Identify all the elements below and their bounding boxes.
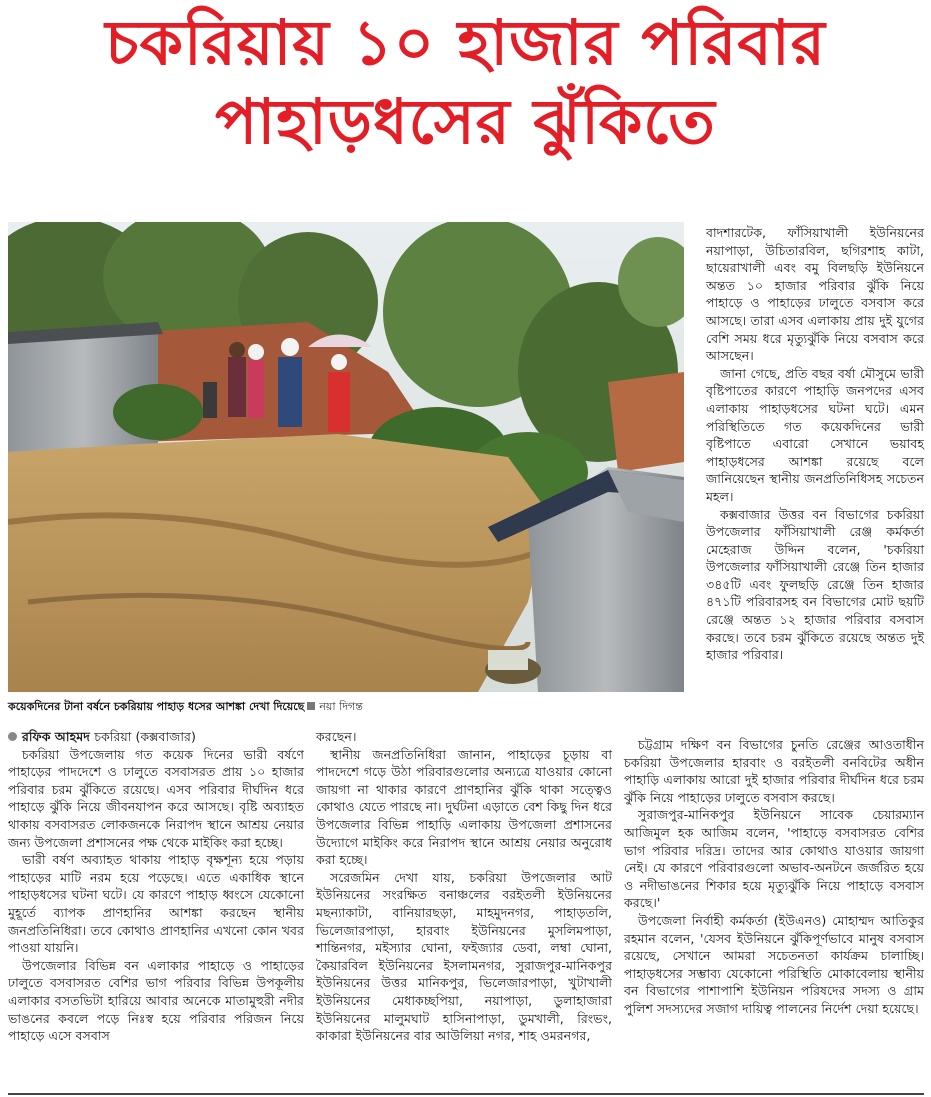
paragraph: জানা গেছে, প্রতি বছর বর্ষা মৌসুমে ভারী বৃষ্টিপাতের কারণে পাহাড়ি জনপদের এসব এলাকায় পাহাড়ধসের ঘটনা ঘটে। এমন পরিস্থিতিতে গত কয়েকদিনের ভারী বৃষ্টিপাতে এবারো সেখানে ভয়াবহ পাহাড়ধসের আশঙ্কা রয়েছে বলে জানিয়েছেন স্থানীয় জনপ্রতিনিধিসহ সচেতন মহল। (706, 365, 924, 504)
headline-line-1: চকরিয়ায় ১০ হাজার পরিবার (105, 6, 826, 79)
paragraph: কক্সবাজার উত্তর বন বিভাগের চকরিয়া উপজেলার ফাঁসিয়াখালী রেঞ্জ কর্মকর্তা মেহেরাজ উদ্দিন বলেন, 'চকরিয়া উপজেলার ফাঁসিয়াখালী রেঞ্জে তিন হাজার ৩৪৫টি এবং ফুলছড়ি রেঞ্জে তিন হাজার ৪৭১টি পরিবারসহ বন বিভাগের মোট ছয়টি রেঞ্জে অন্তত ১২ হাজার পরিবার বসবাস করছে। তবে চরম ঝুঁকিতে রয়েছে অন্তত দুই হাজার পরিবার। (706, 506, 924, 663)
paragraph: উপজেলা নির্বাহী কর্মকর্তা (ইউএনও) মোহাম্মদ আতিকুর রহমান বলেন, 'যেসব ইউনিয়নে ঝুঁকিপূর্ণভাবে মানুষ বসবাস রয়েছে, সেখানে আমরা সচেতনতা কার্যক্রম চালাচ্ছি। পাহাড়ধসের সম্ভাব্য যেকোনো পরিস্থিতি মোকাবেলায় স্থানীয় বন বিভাগের পাশাপাশি ইউনিয়ন পরিষদের সদস্য ও গ্রাম পুলিশ সদস্যদের সজাগ দায়িত্ব পালনের নির্দেশ দেয়া হয়েছে। (624, 912, 924, 1016)
column-2 (316, 728, 612, 1045)
right-column (706, 224, 924, 664)
byline-location: চকরিয়া (কক্সবাজার) (94, 729, 196, 744)
bottom-rule (8, 1093, 924, 1095)
paragraph: বাদশারটেক, ফাঁসিয়াখালী ইউনিয়নের নয়াপাড়া, উচিতারবিল, ছগিরশাহ কাটা, ছায়েরাখালী এবং বমু বিলছড়ি ইউনিয়নে অন্তত ১০ হাজার পরিবার ঝুঁকি নিয়ে পাহাড়ে ও পাহাড়ের ঢালুতে বসবাস করে আসছে। তারা এসব এলাকায় প্রায় দুই যুগের বেশি সময় ধরে মৃত্যুঝুঁকি নিয়ে বসবাস করে আসছেন। (706, 225, 924, 364)
landslide-photo-illustration (8, 222, 684, 692)
column-1 (8, 728, 304, 1045)
paragraph: ভারী বর্ষণ অব্যাহত থাকায় পাহাড় বৃক্ষশূন্য হয়ে পড়ায় পাহাড়ের মাটি নরম হয়ে পড়েছে। এতে একাধিক স্থানে পাহাড়ধসের ঘটনা ঘটে। যে কারণে পাহাড় ধ্বংসে যেকোনো মুহূর্তে ব্যাপক প্রাণহানির আশঙ্কা করছেন স্থানীয় জনপ্রতিনিধিরা। তবে কোথাও প্রাণহানির এখনো কোন খবর পাওয়া যায়নি। (8, 852, 304, 956)
caption-text: কয়েকদিনের টানা বর্ষনে চকরিয়ায় পাহাড় ধসের আশঙ্কা দেখা দিয়েছে (8, 700, 305, 713)
photo-caption (8, 697, 684, 717)
photo-credit: নয়া দিগন্ত (319, 700, 363, 713)
paragraph: সরেজমিন দেখা যায়, চকরিয়া উপজেলার আট ইউনিয়নের সংরক্ষিত বনাঞ্চলের বরইতলী ইউনিয়নের মছন্যাকাটা, বানিয়ারছড়া, মাহমুদনগর, পাহাড়তলি, ভিলেজারপাড়া, হারবাং ইউনিয়নের মুসলিমপাড়া, শান্তিনগর, মইস্যার ঘোনা, ফইজ্যার ডেবা, লম্বা ঘোনা, কৈয়ারবিল ইউনিয়নের ইসলামনগর, সুরাজপুর-মানিকপুর ইউনিয়নের উত্তর মানিকপুর, ভিলেজারপাড়া, খুটাখালী ইউনিয়নের মেধাকচ্ছপিয়া, নয়াপাড়া, ডুলাহাজারা ইউনিয়নের মালুমঘাট হাসিনাপাড়া, ডুমখালী, রিংভং, কাকারা ইউনিয়নের বার আউলিয়া নগর, শাহ ওমরনগর, (316, 869, 612, 1044)
paragraph: করছেন। (316, 729, 357, 744)
news-photo (8, 222, 684, 692)
byline (8, 728, 304, 746)
paragraph: স্থানীয় জনপ্রতিনিধিরা জানান, পাহাড়ের চূড়ায় বা পাদদেশে গড়ে উঠা পরিবারগুলোর অন্যত্রে যাওয়ার কোনো জায়গা না থাকার কারণে প্রাণহানির ঝুঁকি থাকা সত্ত্বেও কোথাও যেতে পারছে না। দুর্ঘটনা এড়াতে বেশ কিছু দিন ধরে উপজেলার বিভিন্ন পাহাড়ি এলাকায় উপজেলা প্রশাসনের উদ্যোগে মাইকিং করে নিরাপদ স্থানে আশ্রয় নেয়ার অনুরোধ করা হচ্ছে। (316, 746, 612, 868)
byline-author: রফিক আহমদ (22, 729, 90, 744)
square-bullet-icon (307, 702, 315, 710)
paragraph: উপজেলার বিভিন্ন বন এলাকার পাহাড়ে ও পাহাড়ের ঢালুতে বসবাসরত বেশির ভাগ পরিবার বিভিন্ন উপকূলীয় এলাকার বসতভিটা হারিয়ে আবার অনেকে মাতামুহুরী নদীর ভাঙনের কবলে পড়ে নিঃস্ব হয়ে পরিবার পরিজন নিয়ে পাহাড়ে এসে বসবাস (8, 957, 304, 1044)
paragraph: চট্টগ্রাম দক্ষিণ বন বিভাগের চুনতি রেঞ্জের আওতাধীন চকরিয়া উপজেলার হারবাং ও বরইতলী বনবিটের অধীন পাহাড়ি এলাকায় আরো দুই হাজার পরিবার দীর্ঘদিন ধরে চরম ঝুঁকি নিয়ে পাহাড়ের ঢালুতে বসবাস করছে। (624, 737, 924, 805)
headline (0, 8, 931, 157)
paragraph: সুরাজপুর-মানিকপুর ইউনিয়নে সাবেক চেয়ারম্যান আজিমুল হক আজিম বলেন, 'পাহাড়ে বসবাসরত বেশির ভাগ পরিবার দরিদ্র। তাদের আর কোথাও যাওয়ার জায়গা নেই। যে কারণে পরিবারগুলো অভাব-অনটনে জর্জরিত হয়ে ও নদীভাঙনের শিকার হয়ে মৃত্যুঝুঁকি নিয়ে পাহাড়ে বসবাস করছে।' (624, 807, 924, 911)
paragraph: চকরিয়া উপজেলায় গত কয়েক দিনের ভারী বর্ষণে পাহাড়ের পাদদেশে ও ঢালুতে বসবাসরত প্রায় ১০ হাজার পরিবার চরম ঝুঁকিতে রয়েছে। এসব পরিবার দীর্ঘদিন ধরে পাহাড়ে ঝুঁকি নিয়ে জীবনযাপন করে আসছে। বৃষ্টি অব্যাহত থাকায় বসবাসরত লোকজনকে নিরাপদ স্থানে আশ্রয় নেয়ার জন্য উপজেলা প্রশাসনের পক্ষ থেকে মাইকিং করা হচ্ছে। (8, 746, 304, 850)
bullet-icon (8, 732, 17, 741)
headline-line-2: পাহাড়ধসের ঝুঁকিতে (215, 85, 716, 159)
column-3 (624, 736, 924, 1018)
